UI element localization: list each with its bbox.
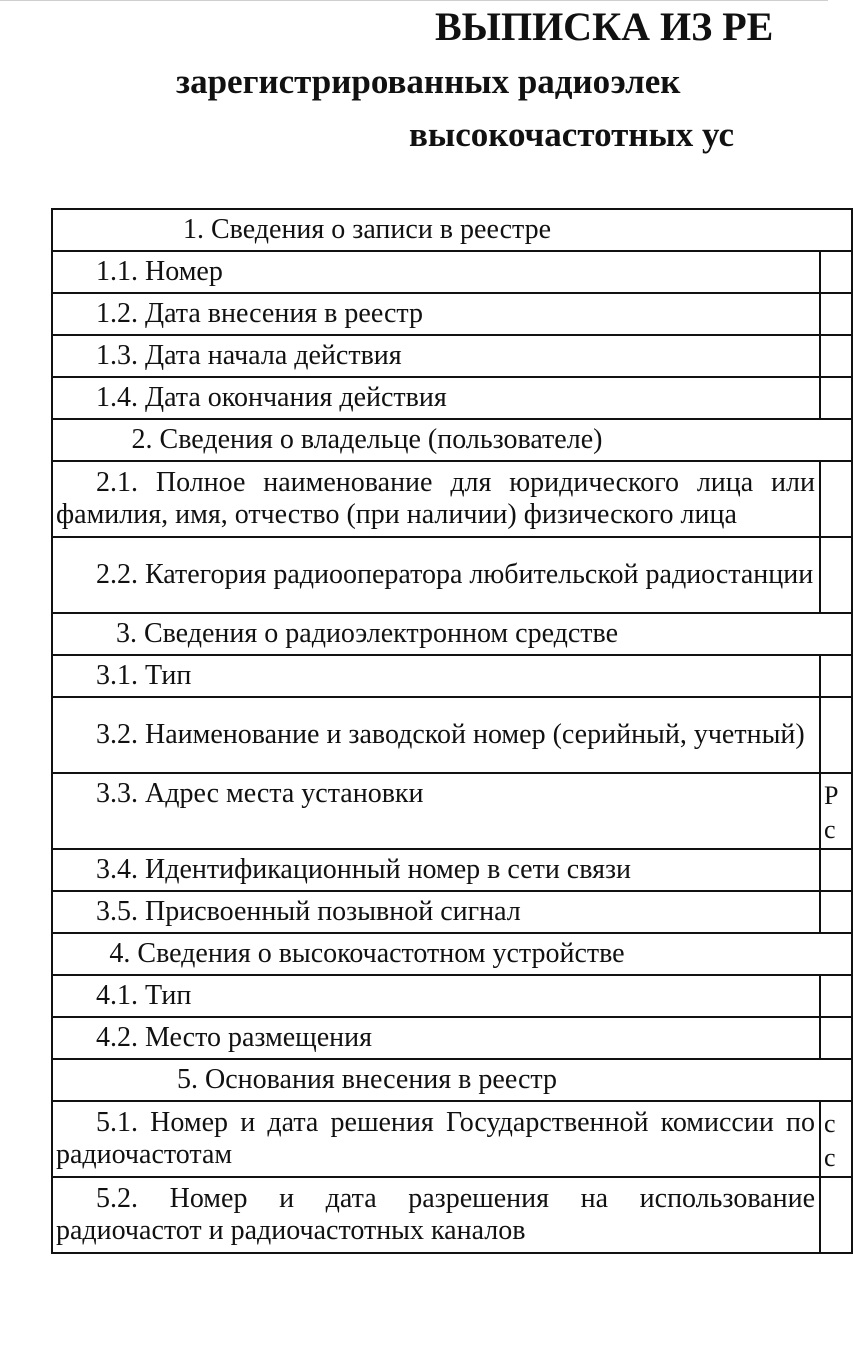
table-row (52, 461, 852, 537)
table-row (52, 1177, 852, 1253)
field-value (820, 293, 852, 335)
table-row (52, 335, 852, 377)
field-value (820, 1177, 852, 1253)
document-subtitle-line1: зарегистрированных радиоэлек (176, 62, 681, 101)
field-value: Р с (820, 773, 852, 849)
field-value (820, 975, 852, 1017)
table-row (52, 1017, 852, 1059)
field-label: 4.2. Место размещения (52, 1017, 820, 1059)
table-row (52, 537, 852, 613)
field-label: 3.5. Присвоенный позывной сигнал (52, 891, 820, 933)
table-row (52, 293, 852, 335)
section-header-row (52, 613, 852, 655)
section-title: 3. Сведения о радиоэлектронном средстве (52, 613, 852, 655)
section-header-row (52, 933, 852, 975)
field-value: с с (820, 1101, 852, 1177)
field-value (820, 377, 852, 419)
table-row (52, 891, 852, 933)
table-row (52, 1101, 852, 1177)
field-value (820, 461, 852, 537)
section-title: 2. Сведения о владельце (пользователе) (52, 419, 852, 461)
field-label: 1.2. Дата внесения в реестр (52, 293, 820, 335)
field-value (820, 655, 852, 697)
field-label: 3.2. Наименование и заводской номер (серийный, учетный) (52, 697, 820, 773)
field-value (820, 1017, 852, 1059)
section-header-row (52, 1059, 852, 1101)
section-title: 1. Сведения о записи в реестре (52, 209, 852, 251)
document-title: ВЫПИСКА ИЗ РЕ (435, 4, 774, 49)
field-value (820, 697, 852, 773)
field-label: 2.2. Категория радиооператора любительской радиостанции (52, 537, 820, 613)
table-row (52, 251, 852, 293)
field-value (820, 335, 852, 377)
field-value (820, 891, 852, 933)
section-title: 5. Основания внесения в реестр (52, 1059, 852, 1101)
field-label: 1.4. Дата окончания действия (52, 377, 820, 419)
field-value (820, 849, 852, 891)
field-label: 1.1. Номер (52, 251, 820, 293)
field-label: 5.1. Номер и дата решения Государственной комиссии по радиочастотам (52, 1101, 820, 1177)
table-row (52, 849, 852, 891)
table-row (52, 697, 852, 773)
table-row (52, 655, 852, 697)
section-header-row (52, 419, 852, 461)
table-row (52, 377, 852, 419)
table-row (52, 975, 852, 1017)
table-row (52, 773, 852, 849)
field-label: 4.1. Тип (52, 975, 820, 1017)
field-label: 3.1. Тип (52, 655, 820, 697)
section-title: 4. Сведения о высокочастотном устройстве (52, 933, 852, 975)
field-value (820, 251, 852, 293)
section-header-row (52, 209, 852, 251)
field-label: 3.3. Адрес места установки (52, 773, 820, 849)
field-value (820, 537, 852, 613)
field-label: 5.2. Номер и дата разрешения на использование радиочастот и радиочастотных каналов (52, 1177, 820, 1253)
document-subtitle-line2: высокочастотных ус (409, 115, 734, 154)
registry-extract-table (51, 208, 853, 1254)
field-label: 1.3. Дата начала действия (52, 335, 820, 377)
page-top-border (0, 0, 828, 1)
field-label: 2.1. Полное наименование для юридического лица или фамилия, имя, отчество (при наличии) физического лица (52, 461, 820, 537)
field-label: 3.4. Идентификационный номер в сети связи (52, 849, 820, 891)
